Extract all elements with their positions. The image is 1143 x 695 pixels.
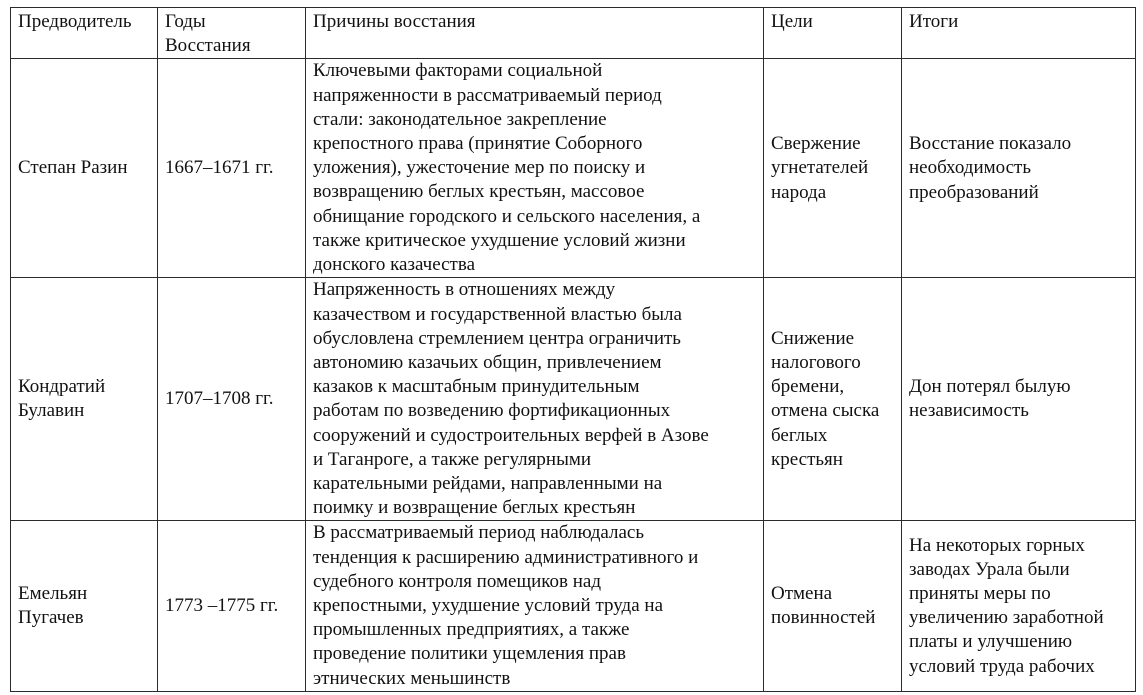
goals-cell: Снижение налогового бремени, отмена сыска беглых крестьян: [764, 278, 902, 521]
results-cell: Восстание показало необходимость преобразований: [902, 59, 1136, 278]
header-results: Итоги: [902, 8, 1136, 59]
header-leader: Предводитель: [11, 8, 158, 59]
reasons-cell: В рассматриваемый период наблюдалась тенденция к расширению административного и судебного контроля помещиков над крепостными, ухудшение условий труда на промышленных предприятиях, а также проведение политики ущемления прав этнических меньшинств: [306, 521, 764, 691]
header-years: Годы Восстания: [158, 8, 306, 59]
header-row: [11, 8, 1136, 59]
leader-cell: Кондратий Булавин: [11, 278, 158, 521]
header-goals: Цели: [764, 8, 902, 59]
table-row: [11, 278, 1136, 521]
years-cell: 1667–1671 гг.: [158, 59, 306, 278]
leader-cell: Емельян Пугачев: [11, 521, 158, 691]
years-cell: 1773 –1775 гг.: [158, 521, 306, 691]
leader-cell: Степан Разин: [11, 59, 158, 278]
results-cell: Дон потерял былую независимость: [902, 278, 1136, 521]
header-reasons: Причины восстания: [306, 8, 764, 59]
reasons-cell: Напряженность в отношениях между казачеством и государственной властью была обусловлена стремлением центра ограничить автономию казачьих общин, привлечением казаков к масштабным принудительным работам по возведению фортификационных сооружений и судостроительных верфей в Азове и Таганроге, а также регулярными карательными рейдами, направленными на поимку и возвращение беглых крестьян: [306, 278, 764, 521]
table-row: [11, 521, 1136, 691]
uprisings-table: [10, 7, 1136, 692]
years-cell: 1707–1708 гг.: [158, 278, 306, 521]
goals-cell: Свержение угнетателей народа: [764, 59, 902, 278]
table-row: [11, 59, 1136, 278]
results-cell: На некоторых горных заводах Урала были приняты меры по увеличению заработной платы и улучшению условий труда рабочих: [902, 521, 1136, 691]
goals-cell: Отмена повинностей: [764, 521, 902, 691]
reasons-cell: Ключевыми факторами социальной напряженности в рассматриваемый период стали: законодательное закрепление крепостного права (принятие Соборного уложения), ужесточение мер по поиску и возвращению беглых крестьян, массовое обнищание городского и сельского населения, а также критическое ухудшение условий жизни донского казачества: [306, 59, 764, 278]
